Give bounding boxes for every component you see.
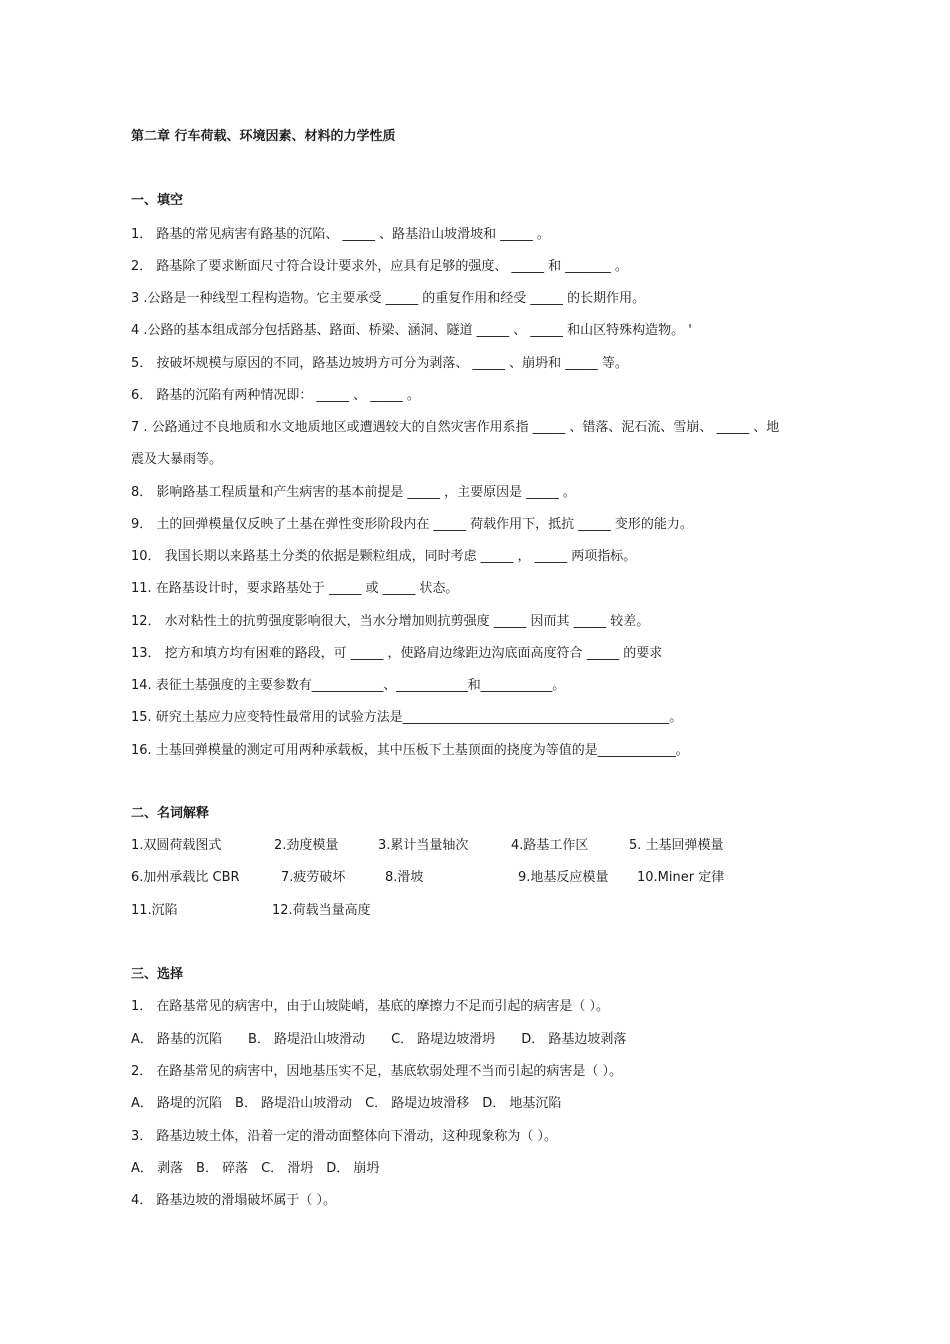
fill-blank-item: 4 .公路的基本组成部分包括路基、路面、桥梁、涵洞、隧道 _____ 、 _____ 和山区特殊构造物。 ' [131, 323, 692, 338]
fill-blank-item: 3 .公路是一种线型工程构造物。它主要承受 _____ 的重复作用和经受 _____ 的长期作用。 [131, 291, 646, 306]
fill-blank-item: 14. 表征土基强度的主要参数有___________、___________和___________。 [131, 678, 566, 693]
choice-question: 4． 路基边坡的滑塌破坏属于（ ）。 [131, 1193, 337, 1208]
term-item: 3.累计当量轴次 [378, 838, 469, 853]
fill-blank-item: 1． 路基的常见病害有路基的沉陷、 _____ 、路基沿山坡滑坡和 _____ 。 [131, 227, 550, 242]
fill-blank-item: 7 . 公路通过不良地质和水文地质地区或遭遇较大的自然灾害作用系指 _____ 、错落、泥石流、雪崩、 _____ 、地 [131, 420, 780, 435]
section-heading-fill-blank: 一、填空 [131, 193, 184, 208]
choice-options: A． 剥落 B． 碎落 C． 滑坍 D． 崩坍 [131, 1161, 380, 1176]
fill-blank-item: 8． 影响路基工程质量和产生病害的基本前提是 _____ ，主要原因是 _____ 。 [131, 485, 576, 500]
term-item: 9.地基反应模量 [518, 870, 609, 885]
fill-blank-item: 16. 土基回弹模量的测定可用两种承载板，其中压板下土基顶面的挠度为等值的是____________。 [131, 743, 689, 758]
section-heading-terms: 二、名词解释 [131, 806, 210, 821]
fill-blank-item: 15. 研究土基应力应变特性最常用的试验方法是_________________________________________。 [131, 710, 683, 725]
term-item: 7.疲劳破坏 [281, 870, 346, 885]
chapter-title: 第二章 行车荷载、环境因素、材料的力学性质 [131, 129, 396, 144]
term-item: 5. 土基回弹模量 [629, 838, 724, 853]
section-heading-choice: 三、选择 [131, 967, 184, 982]
term-item: 10.Miner 定律 [637, 870, 725, 885]
term-item: 6.加州承载比 CBR [131, 870, 240, 885]
term-item: 2.劲度模量 [274, 838, 339, 853]
choice-question: 2． 在路基常见的病害中，因地基压实不足，基底软弱处理不当而引起的病害是（ ）。 [131, 1064, 623, 1079]
term-item: 11.沉陷 [131, 903, 178, 918]
choice-question: 3． 路基边坡土体，沿着一定的滑动面整体向下滑动，这种现象称为（ ）。 [131, 1129, 558, 1144]
fill-blank-item: 5． 按破坏规模与原因的不同，路基边坡坍方可分为剥落、 _____ 、崩坍和 _____ 等。 [131, 356, 628, 371]
fill-blank-item: 12． 水对粘性土的抗剪强度影响很大，当水分增加则抗剪强度 _____ 因而其 _____ 较差。 [131, 614, 650, 629]
choice-options: A． 路基的沉陷 B． 路堤沿山坡滑动 C． 路堤边坡滑坍 D． 路基边坡剥落 [131, 1032, 627, 1047]
term-item: 1.双圆荷载图式 [131, 838, 222, 853]
term-item: 12.荷载当量高度 [272, 903, 371, 918]
choice-options: A． 路堤的沉陷 B． 路堤沿山坡滑动 C． 路堤边坡滑移 D． 地基沉陷 [131, 1096, 562, 1111]
term-item: 4.路基工作区 [511, 838, 589, 853]
choice-question: 1． 在路基常见的病害中，由于山坡陡峭，基底的摩擦力不足而引起的病害是（ ）。 [131, 999, 610, 1014]
fill-blank-item: 11. 在路基设计时，要求路基处于 _____ 或 _____ 状态。 [131, 581, 459, 596]
term-item: 8.滑坡 [385, 870, 424, 885]
fill-blank-item: 13． 挖方和填方均有困难的路段，可 _____ ，使路肩边缘距边沟底面高度符合 _____ 的要求 [131, 646, 663, 661]
fill-blank-item: 6． 路基的沉陷有两种情况即： _____ 、 _____ 。 [131, 388, 420, 403]
fill-blank-item: 10． 我国长期以来路基土分类的依据是颗粒组成，同时考虑 _____ ， _____ 两项指标。 [131, 549, 637, 564]
document-page [131, 0, 831, 1344]
fill-blank-item: 9． 土的回弹模量仅反映了土基在弹性变形阶段内在 _____ 荷载作用下，抵抗 _____ 变形的能力。 [131, 517, 693, 532]
fill-blank-item: 2． 路基除了要求断面尺寸符合设计要求外，应具有足够的强度、 _____ 和 _______ 。 [131, 259, 628, 274]
fill-blank-item-continuation: 震及大暴雨等。 [131, 452, 223, 467]
